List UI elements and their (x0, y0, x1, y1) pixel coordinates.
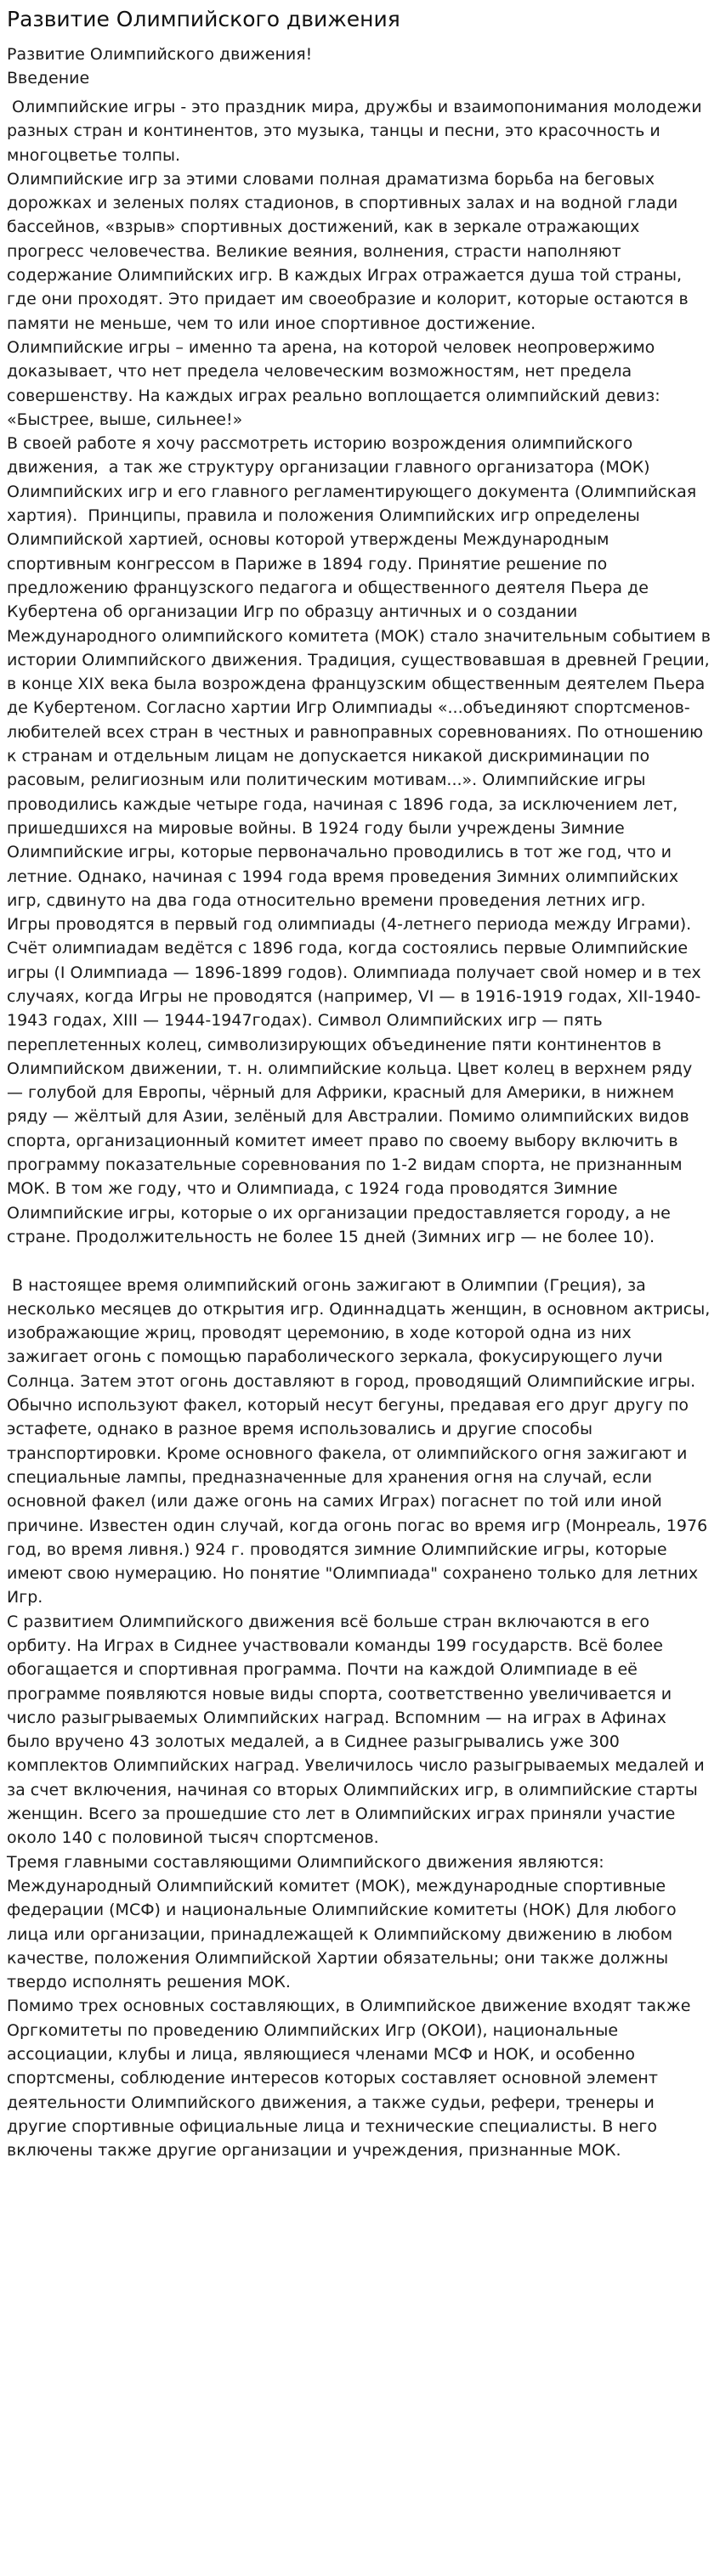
paragraph-9: Помимо трех основных составляющих, в Олимпийское движение входят также Оргкомитеты по проведению Олимпийских Игр (ОКОИ), национальные ассоциации, клубы и лица, являющиеся членами МСФ и НОК, и особенно спортсмены, соблюдение интересов которых составляет основной элемент деятельности Олимпийского движения, а также судьи, рефери, тренеры и другие спортивные официальные лица и технические специалисты. В него включены также другие организации и учреждения, признанные МОК. (7, 1997, 696, 2161)
page-title: Развитие Олимпийского движения (7, 7, 400, 31)
document-body (7, 95, 717, 2163)
paragraph-6: В настоящее время олимпийский огонь зажигают в Олимпии (Греция), за несколько месяцев до открытия игр. Одиннадцать женщин, в основном актрисы, изображающие жриц, проводят церемонию, в ходе которой одна из них зажигает огонь с помощью параболического зеркала, фокусирующего лучи Солнца. Затем этот огонь доставляют в город, проводящий Олимпийские игры. Обычно используют факел, который несут бегуны, предавая его друг другу по эстафете, однако в разное время использовались и другие способы транспортировки. Кроме основного факела, от олимпийского огня зажигают и специальные лампы, предназначенные для хранения огня на случай, если основной факел (или даже огонь на самих Играх) погаснет по той или иной причине. Известен один случай, когда огонь погас во время игр (Монреаль, 1976 год, во время ливня.) 924 г. проводятся зимние Олимпийские игры, которые имеют свою нумерацию. Но понятие "Олимпиада" сохранено только для летних Игр. (7, 1275, 716, 1607)
paragraph-4: В своей работе я хочу рассмотреть историю возрождения олимпийского движения, а так же структуру организации главного организатора (МОК) Олимпийских игр и его главного регламентирующего документа (Олимпийская хартия). Принципы, правила и положения Олимпийских игр определены Олимпийской хартией, основы которой утверждены Международным спортивным конгрессом в Париже в 1894 году. Принятие решение по предложению французского педагога и общественного деятеля Пьера де Кубертена об организации Игр по образцу античных и о создании Международного олимпийского комитета (МОК) стало значительным событием в истории Олимпийского движения. Традиция, существовавшая в древней Греции, в конце XIX века была возрождена французским общественным деятелем Пьера де Кубертеном. Согласно хартии Игр Олимпиады «...объединяют спортсменов-любителей всех стран в честных и равноправных соревнованиях. По отношению к странам и отдельным лицам не допускается никакой дискриминации по расовым, религиозным или политическим мотивам...». Олимпийские игры проводились каждые четыре года, начиная с 1896 года, за исключением лет, пришедшихся на мировые войны. В 1924 году были учреждены Зимние Олимпийские игры, которые первоначально проводились в тот же год, что и летние. Однако, начиная с 1994 года время проведения Зимних олимпийских игр, сдвинуто на два года относительно времени проведения летних игр. (7, 434, 717, 910)
document-subtitle: Развитие Олимпийского движения! (7, 45, 313, 64)
paragraph-5: Игры проводятся в первый год олимпиады (4-летнего периода между Играми). Счёт олимпиадам ведётся с 1896 года, когда состоялись первые Олимпийские игры (I Олимпиада — 1896-1899 годов). Олимпиада получает свой номер и в тех случаях, когда Игры не проводятся (например, VI — в 1916-1919 годах, XII-1940-1943 годах, XIII — 1944-1947годах). Символ Олимпийских игр — пять переплетенных колец, символизирующих объединение пяти континентов в Олимпийском движении, т. н. олимпийские кольца. Цвет колец в верхнем ряду — голубой для Европы, чёрный для Африки, красный для Америки, в нижнем ряду — жёлтый для Азии, зелёный для Австралии. Помимо олимпийских видов спорта, организационный комитет имеет право по своему выбору включить в программу показательные соревнования по 1-2 видам спорта, не признанным МОК. В том же году, что и Олимпиада, с 1924 года проводятся Зимние Олимпийские игры, которые о их организации предоставляется городу, а не стране. Продолжительность не более 15 дней (Зимних игр — не более 10). (7, 915, 706, 1246)
paragraph-blank (7, 1249, 713, 1273)
paragraph-1: Олимпийские игры - это праздник мира, дружбы и взаимопонимания молодежи разных стран и континентов, это музыка, танцы и песни, это красочность и многоцветье толпы. (7, 98, 707, 165)
paragraph-8: Тремя главными составляющими Олимпийского движения являются: Международный Олимпийский комитет (МОК), международные спортивные федерации (МСФ) и национальные Олимпийские комитеты (НОК) Для любого лица или организации, принадлежащей к Олимпийскому движению в любом качестве, положения Олимпийской Хартии обязательны; они также должны твердо исполнять решения МОК. (7, 1852, 682, 1992)
paragraph-2: Олимпийские игр за этими словами полная драматизма борьба на беговых дорожках и зеленых полях стадионов, в спортивных залах и на водной глади бассейнов, «взрыв» спортивных достижений, как в зеркале отражающих прогресс человечества. Великие веяния, волнения, страсти наполняют содержание Олимпийских игр. В каждых Играх отражается душа той страны, где они проходят. Это придает им своеобразие и колорит, которые остаются в памяти не меньше, чем то или иное спортивное достижение. (7, 169, 694, 333)
paragraph-7: С развитием Олимпийского движения всё больше стран включаются в его орбиту. На Играх в Сиднее участвовали команды 199 государств. Всё более обогащается и спортивная программа. Почти на каждой Олимпиаде в её программе появляются новые виды спорта, соответственно увеличивается и число разыгрываемых Олимпийских наград. Вспомним — на играх в Афинах было вручено 43 золотых медалей, а в Сиднее разыгрывались уже 300 комплектов Олимпийских наград. Увеличилось число разыгрываемых медалей и за счет включения, начиная со вторых Олимпийских игр, в олимпийские старты женщин. Всего за прошедшие сто лет в Олимпийских играх приняли участие около 140 с половиной тысяч спортсменов. (7, 1612, 710, 1848)
section-heading-introduction: Введение (7, 69, 90, 88)
paragraph-3: Олимпийские игры – именно та арена, на которой человек неопровержимо доказывает, что нет предела человеческим возможностям, нет предела совершенству. На каждых играх реально воплощается олимпийский девиз: «Быстрее, выше, сильнее!» (7, 337, 666, 429)
